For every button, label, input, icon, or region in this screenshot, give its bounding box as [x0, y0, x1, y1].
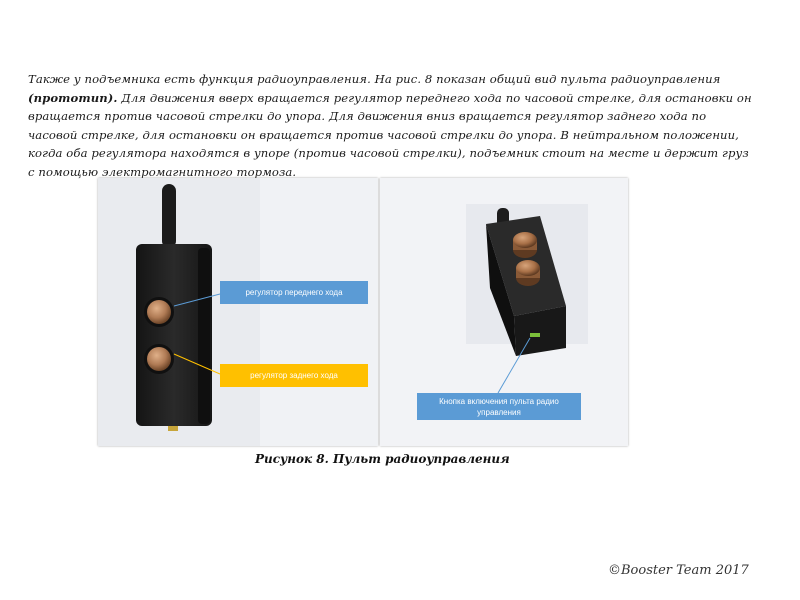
- power-button-callout: Кнопка включения пульта радио управления: [417, 393, 581, 420]
- paragraph-part-2: Для движения вверх вращается регулятор переднего хода по часовой стрелке, для остановки он вращается против часовой стрелки до упора. Для движения вниз вращается регулятор заднего хода по часовой стрелке, для остановки он вращается против часовой стрелки до упора. В нейтральном положении, когда оба регулятора находятся в упоре (против часовой стрелки), подъемник стоит на месте и держит груз с помощью электромагнитного тормоза.: [28, 90, 752, 179]
- rear-knob-shape: [147, 347, 171, 371]
- front-regulator-callout: регулятор переднего хода: [220, 281, 368, 304]
- remote-front-view-drawing: [98, 178, 378, 446]
- power-button-shape: [530, 333, 540, 337]
- copyright-footer: ©Booster Team 2017: [608, 563, 749, 578]
- rear-knob-shape-side: [516, 260, 540, 276]
- paragraph-bold: (прототип).: [28, 90, 118, 105]
- description-paragraph: [28, 70, 753, 181]
- antenna-shape: [162, 184, 176, 248]
- paragraph-part-1: Также у подъемника есть функция радиоуправления. На рис. 8 показан общий вид пульта радиоуправления: [28, 72, 721, 86]
- front-knob-shape-side: [513, 232, 537, 248]
- figure-caption: Рисунок 8. Пульт радиоуправления: [255, 452, 510, 466]
- front-knob-shape: [147, 300, 171, 324]
- rear-regulator-callout: регулятор заднего хода: [220, 364, 368, 387]
- remote-front-view-image: [98, 178, 378, 446]
